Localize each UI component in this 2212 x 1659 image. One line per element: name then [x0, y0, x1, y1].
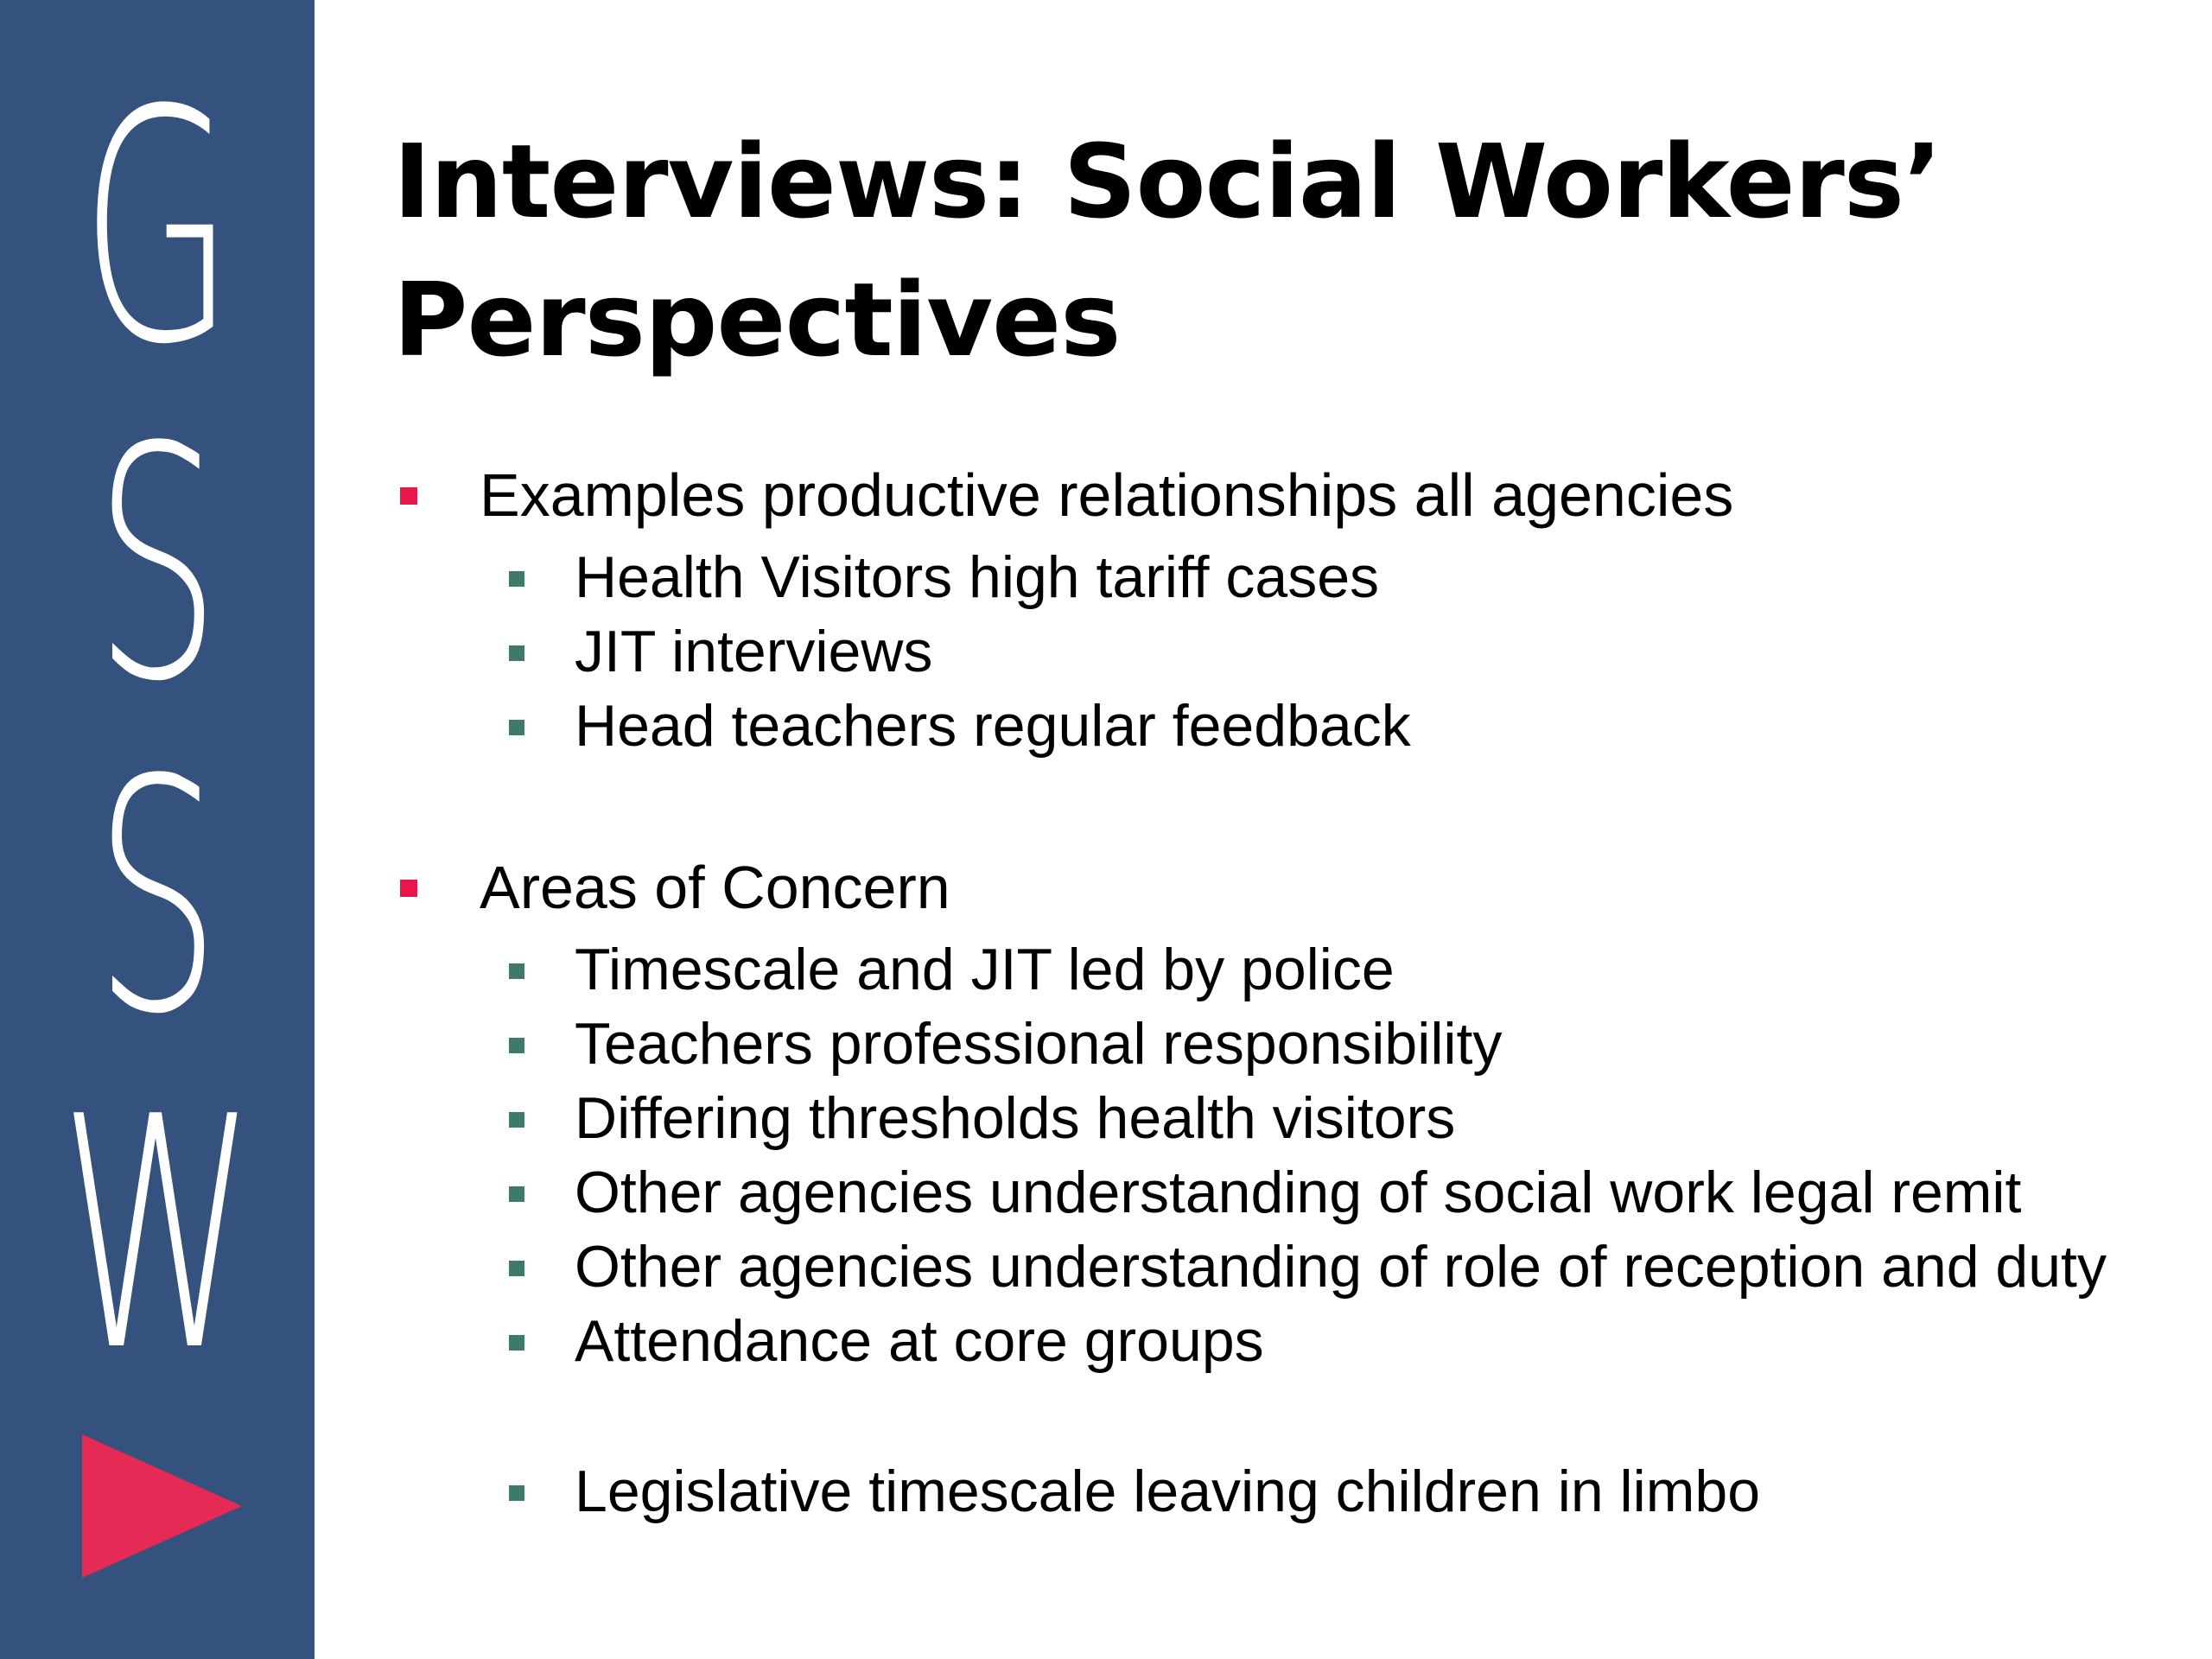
sub-bullet-item — [393, 544, 2164, 610]
square-bullet-icon — [400, 880, 417, 897]
play-arrow-icon — [82, 1434, 242, 1578]
square-bullet-icon — [509, 720, 524, 735]
gssw-sidebar-logo — [0, 0, 315, 1659]
sub-bullet-text: Other agencies understanding of social work legal remit — [575, 1160, 2022, 1225]
sub-bullet-item — [393, 1085, 2164, 1151]
sub-bullet-item — [393, 1459, 2164, 1524]
sub-bullet-list — [393, 544, 2164, 759]
slide-title: Interviews: Social Workers’ Perspectives — [393, 122, 1942, 379]
sub-bullet-item — [393, 1308, 2164, 1374]
square-bullet-icon — [509, 1186, 524, 1202]
sub-bullet-item — [393, 1160, 2164, 1225]
bullet-level1-text: Areas of Concern — [480, 854, 950, 921]
square-bullet-icon — [509, 1485, 524, 1501]
sub-bullet-list — [393, 937, 2164, 1524]
sub-bullet-text: Timescale and JIT led by police — [575, 937, 1395, 1002]
bullet-level1-text: Examples productive relationships all agencies — [480, 461, 1734, 529]
sub-bullet-text: Teachers professional responsibility — [575, 1011, 1503, 1077]
square-bullet-icon — [509, 1261, 524, 1276]
logo-letter-s-first: S — [94, 380, 220, 752]
logo-letter-g: G — [80, 43, 234, 415]
square-bullet-icon — [400, 487, 417, 505]
sub-bullet-text: Differing thresholds health visitors — [575, 1085, 1456, 1151]
sub-bullet-item — [393, 693, 2164, 759]
square-bullet-icon — [509, 1335, 524, 1351]
sub-bullet-item — [393, 619, 2164, 684]
slide-content — [393, 458, 2164, 1524]
bullet-group-productive-relationships — [393, 458, 2164, 759]
bullet-level1-productive-relationships — [393, 458, 2164, 532]
bullet-level1-areas-of-concern — [393, 850, 2164, 925]
square-bullet-icon — [509, 1038, 524, 1053]
square-bullet-icon — [509, 645, 524, 661]
sub-bullet-item — [393, 1011, 2164, 1077]
sub-bullet-text: Other agencies understanding of role of reception and duty — [575, 1234, 2107, 1300]
logo-letter-w: W — [60, 1050, 256, 1421]
logo-letter-s-second: S — [94, 713, 220, 1084]
bullet-group-areas-of-concern — [393, 850, 2164, 1524]
sub-bullet-text: JIT interviews — [575, 619, 933, 684]
sub-bullet-text: Head teachers regular feedback — [575, 693, 1411, 759]
square-bullet-icon — [509, 571, 524, 587]
sub-bullet-text: Attendance at core groups — [575, 1308, 1264, 1374]
sub-bullet-text: Health Visitors high tariff cases — [575, 544, 1380, 610]
sub-bullet-text: Legislative timescale leaving children in limbo — [575, 1459, 1761, 1524]
sub-bullet-item — [393, 1234, 2164, 1300]
sub-bullet-item — [393, 937, 2164, 1002]
square-bullet-icon — [509, 963, 524, 979]
square-bullet-icon — [509, 1112, 524, 1128]
